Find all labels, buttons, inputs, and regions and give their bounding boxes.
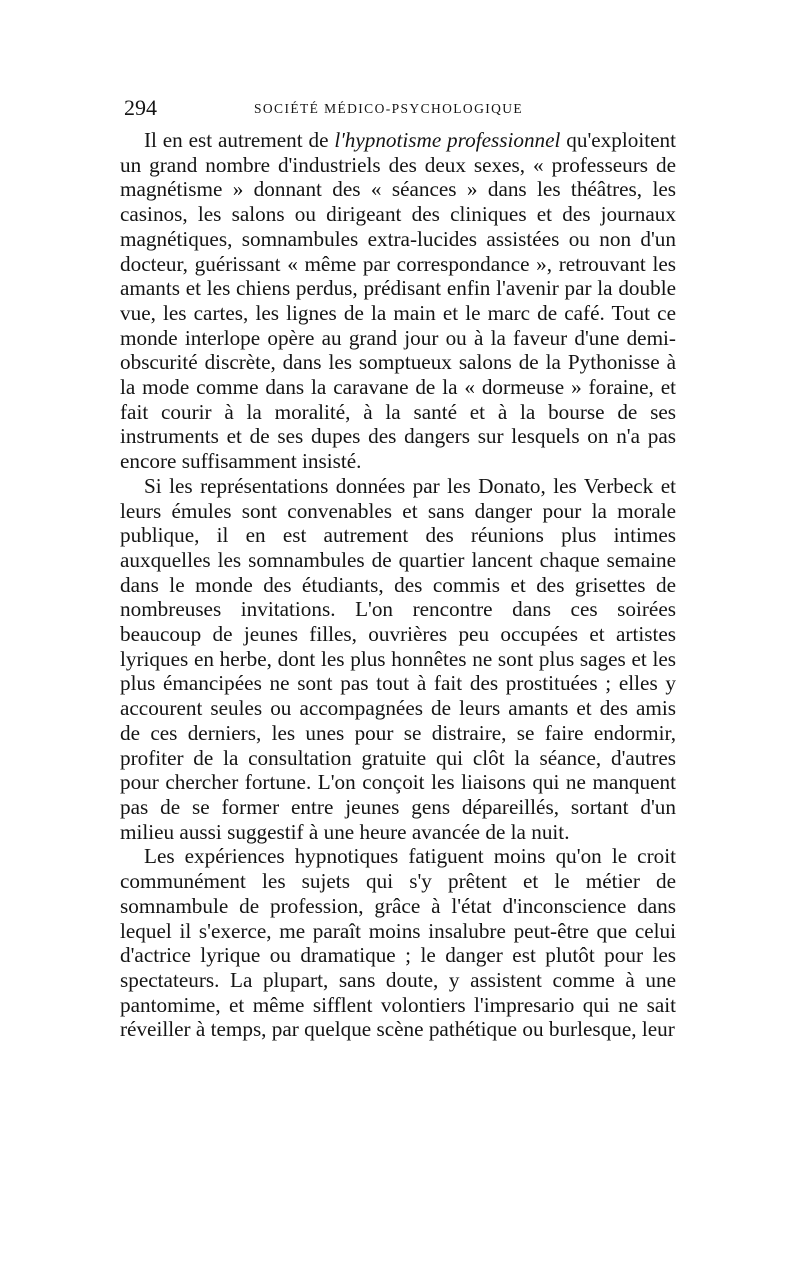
- running-title: SOCIÉTÉ MÉDICO-PSYCHOLOGIQUE: [254, 101, 524, 116]
- paragraph-2: Si les représentations données par les Donato, les Verbeck et leurs émules sont convenables et sans danger pour la morale publique, il en est autrement des réunions plus intimes auxquelles les somnambules de quartier lancent chaque semaine dans le monde des étudiants, des commis et des grisettes de nombreuses invitations. L'on rencontre dans ces soirées beaucoup de jeunes filles, ouvrières peu occupées et artistes lyriques en herbe, dont les plus honnêtes ne sont plus sages et les plus émancipées ne sont pas tout à fait des prostituées ; elles y accourent seules ou accompagnées de leurs amants et des amis de ces derniers, les unes pour se distraire, se faire endormir, profiter de la consultation gratuite qui clôt la séance, d'autres pour chercher fortune. L'on conçoit les liaisons qui ne manquent pas de se former entre jeunes gens dépareillés, sortant d'un milieu aussi suggestif à une heure avancée de la nuit.: [120, 473, 676, 844]
- paragraph-1-rest: qu'exploitent un grand nombre d'industriels des deux sexes, « professeurs de magnétisme » donnant des « séances » dans les théâtres, les casinos, les salons ou dirigeant des cliniques et des journaux magnétiques, somnambules extra-lucides assistées ou non d'un docteur, guérissant « même par correspondance », retrouvant les amants et les chiens perdus, prédisant enfin l'avenir par la double vue, les cartes, les lignes de la main et le marc de café. Tout ce monde interlope opère au grand jour ou à la faveur d'une demi-obscurité discrète, dans les somptueux salons de la Pythonisse à la mode comme dans la caravane de la « dormeuse » foraine, et fait courir à la moralité, à la santé et à la bourse de ses instruments et de ses dupes des dangers sur lesquels on n'a pas encore suffisamment insisté.: [120, 128, 677, 474]
- paragraph-1-lead: Il en est autrement de: [144, 128, 335, 152]
- italic-term: l'hypnotisme professionnel: [334, 128, 561, 152]
- paragraph-3: Les expériences hypnotiques fatiguent moins qu'on le croit communément les sujets qui s'y prêtent et le métier de somnambule de profession, grâce à l'état d'inconscience dans lequel il s'exerce, me paraît moins insalubre peut-être que celui d'actrice lyrique ou dramatique ; le danger est plutôt pour les spectateurs. La plupart, sans doute, y assistent comme à une pantomime, et même sifflent volontiers l'impresario qui ne sait réveiller à temps, par quelque scène pathétique ou burlesque, leur: [120, 844, 676, 1042]
- body-text: [120, 128, 676, 1042]
- page-header: [124, 97, 672, 119]
- page-number: 294: [124, 95, 157, 120]
- paragraph-1: [120, 128, 676, 474]
